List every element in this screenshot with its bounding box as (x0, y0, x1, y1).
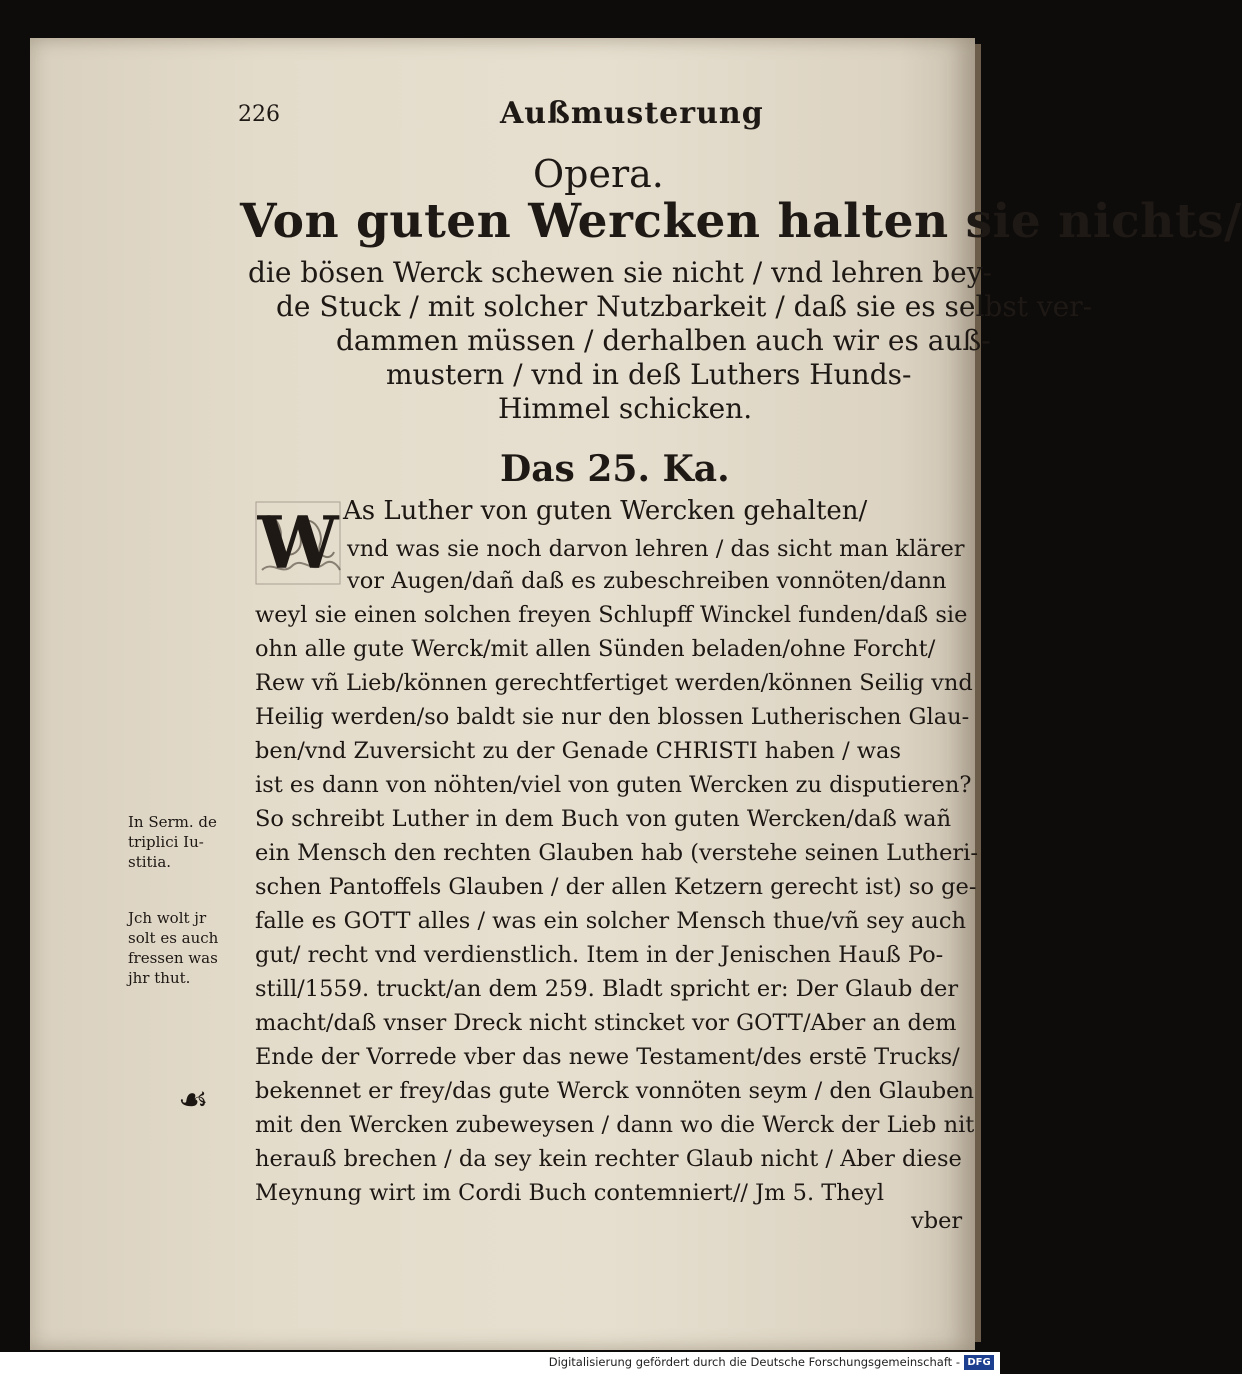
decorated-initial (254, 500, 342, 586)
footer-bar (0, 1352, 1000, 1374)
margin-note-line: stitia. (128, 853, 172, 871)
catchword: vber (911, 1208, 963, 1234)
latin-title: Opera. (533, 152, 664, 196)
body-line: herauß brechen / da sey kein rechter Glaub nicht / Aber diese (255, 1146, 962, 1172)
body-line: Rew vñ Lieb/können gerechtfertiget werden/können Seilig vnd (255, 670, 973, 696)
body-line: ist es dann von nöhten/viel von guten Wercken zu disputieren? (255, 772, 972, 798)
page-number: 226 (238, 102, 280, 127)
funding-credit: Digitalisierung gefördert durch die Deutsche Forschungsgemeinschaft - (548, 1355, 960, 1369)
running-title: Außmusterung (500, 96, 764, 131)
body-line: bekennet er frey/das gute Werck vonnöten seym / den Glauben (255, 1078, 974, 1104)
body-line: vnd was sie noch darvon lehren / das sicht man klärer (347, 536, 965, 562)
margin-note-line: jhr thut. (128, 969, 191, 987)
initial-letter: W (257, 500, 339, 585)
body-line: Heilig werden/so baldt sie nur den blossen Lutherischen Glau- (255, 704, 970, 730)
body-line: macht/daß vnser Dreck nicht stincket vor GOTT/Aber an dem (255, 1010, 957, 1036)
margin-note-line: solt es auch (128, 929, 219, 947)
heading-line: dammen müssen / derhalben auch wir es auß- (336, 324, 991, 357)
margin-note-line: fressen was (128, 949, 218, 967)
body-line: As Luther von guten Wercken gehalten/ (343, 496, 868, 526)
body-line: ohn alle gute Werck/mit allen Sünden beladen/ohne Forcht/ (255, 636, 936, 662)
chapter-number: Das 25. Ka. (500, 448, 730, 490)
body-line: Ende der Vorrede vber das newe Testament/des erstē Trucks/ (255, 1044, 960, 1070)
body-line: gut/ recht vnd verdienstlich. Item in der Jenischen Hauß Po- (255, 942, 944, 968)
heading-line: Himmel schicken. (498, 392, 753, 425)
heading-line: mustern / vnd in deß Luthers Hunds- (386, 358, 912, 391)
margin-note (128, 812, 246, 872)
paragraph-mark-icon: ☙ (178, 1080, 209, 1120)
heading-line: die bösen Werck schewen sie nicht / vnd lehren bey- (248, 256, 993, 289)
heading-line: Von guten Wercken halten sie nichts/ (240, 194, 1242, 249)
margin-note-line: Jch wolt jr (128, 909, 207, 927)
body-line: weyl sie einen solchen freyen Schlupff Winckel funden/daß sie (255, 602, 968, 628)
margin-note-line: triplici Iu- (128, 833, 204, 851)
body-line: vor Augen/dañ daß es zubeschreiben vonnöten/dann (347, 568, 947, 594)
body-line: So schreibt Luther in dem Buch von guten Wercken/daß wañ (255, 806, 952, 832)
body-line: ben/vnd Zuversicht zu der Genade CHRISTI haben / was (255, 738, 902, 764)
body-line: mit den Wercken zubeweysen / dann wo die Werck der Lieb nit (255, 1112, 975, 1138)
margin-note (128, 908, 246, 988)
body-line: ein Mensch den rechten Glauben hab (verstehe seinen Lutheri- (255, 840, 978, 866)
heading-line: de Stuck / mit solcher Nutzbarkeit / daß sie es selbst ver- (276, 290, 1093, 323)
body-line: schen Pantoffels Glauben / der allen Ketzern gerecht ist) so ge- (255, 874, 977, 900)
dfg-logo-icon[interactable]: DFG (964, 1355, 994, 1370)
margin-note-line: In Serm. de (128, 813, 217, 831)
body-line: Meynung wirt im Cordi Buch contemniert// Jm 5. Theyl (255, 1180, 885, 1206)
body-line: still/1559. truckt/an dem 259. Bladt spricht er: Der Glaub der (255, 976, 959, 1002)
body-line: falle es GOTT alles / was ein solcher Mensch thue/vñ sey auch (255, 908, 966, 934)
